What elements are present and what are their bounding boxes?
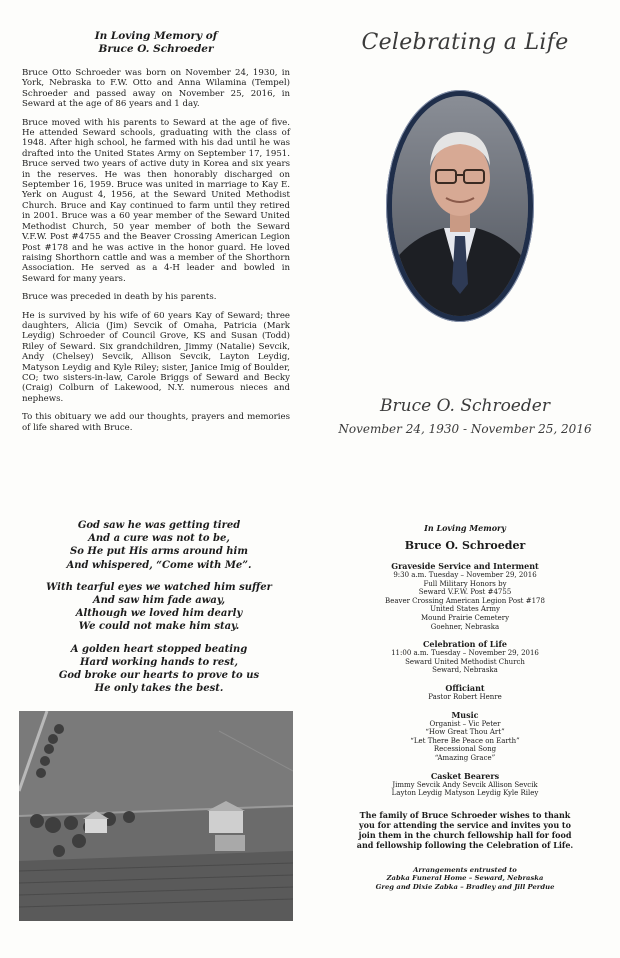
cover-name: Bruce O. Schroeder	[380, 396, 550, 416]
arrangements-line: Zabka Funeral Home – Seward, Nebraska	[386, 874, 544, 883]
poem	[14, 519, 304, 704]
poem-line: And saw him fade away,	[92, 595, 226, 607]
section-title: Graveside Service and Interment	[391, 561, 539, 571]
program-heading: In Loving Memory	[424, 523, 506, 533]
poem-panel	[0, 479, 310, 958]
section-line: Recessional Song	[433, 745, 497, 754]
poem-stanza	[14, 581, 304, 634]
section-line: Layton Leydig Matyson Leydig Kyle Riley	[391, 789, 539, 798]
poem-stanza	[14, 519, 304, 572]
arrangements-line: Arrangements entrusted to	[413, 865, 517, 874]
poem-line: And whispered, “Come with Me”.	[66, 559, 252, 571]
section-title: Casket Bearers	[430, 770, 500, 781]
obituary-panel	[0, 0, 310, 479]
section-line: Seward, Nebraska	[432, 666, 498, 675]
portrait-photo	[392, 96, 528, 316]
poem-line: So He put His arms around him	[70, 546, 248, 558]
program-closing-note: The family of Bruce Schroeder wishes to thank you for attending the service and invites you to join them in the church fellowship hall for food and fellowship following the Celebration of Life.	[356, 809, 574, 850]
obituary-paragraph-birth: Bruce Otto Schroeder was born on November 24, 1930, in York, Nebraska to F.W. Otto and Anna Wilamina (Tempel) Schroeder and passed away on November 25, 2016, in Seward at the age of 86 years and 1 day.	[22, 68, 290, 110]
aerial-farm-illustration	[19, 711, 293, 921]
section-line: Pastor Robert Henre	[428, 692, 502, 701]
program-arrangements	[310, 866, 620, 891]
cover-panel	[310, 0, 620, 479]
cover-title: Celebrating a Life	[361, 30, 569, 55]
poem-line: Hard working hands to rest,	[80, 656, 238, 668]
section-line: Seward United Methodist Church	[405, 657, 525, 666]
obituary-paragraph-closing: To this obituary we add our thoughts, prayers and memories of life shared with Bruce.	[22, 412, 290, 433]
program-section-celebration	[310, 639, 620, 675]
section-line: Seward V.F.W. Post #4755	[418, 588, 512, 597]
section-line: “Let There Be Peace on Earth”	[410, 736, 520, 745]
arrangements-line: Greg and Dixie Zabka – Bradley and Jill Perdue	[375, 882, 555, 891]
obituary-paragraph-preceded: Bruce was preceded in death by his parents.	[22, 292, 217, 303]
poem-line: Although we loved him dearly	[75, 608, 243, 620]
program-name: Bruce O. Schroeder	[404, 539, 526, 552]
cover-dates: November 24, 1930 - November 25, 2016	[338, 422, 592, 436]
section-line: “Amazing Grace”	[434, 753, 496, 762]
section-line: Jimmy Sevcik Andy Sevcik Allison Sevcik	[392, 780, 538, 789]
program-section-graveside	[310, 561, 620, 631]
program	[310, 523, 620, 891]
section-title: Music	[451, 709, 479, 720]
section-title: Celebration of Life	[422, 639, 507, 650]
poem-line: We could not make him stay.	[78, 621, 240, 633]
obituary-heading-line1: In Loving Memory of	[94, 30, 218, 42]
section-title: Officiant	[445, 682, 485, 693]
section-line: United States Army	[430, 605, 500, 614]
obituary-heading-line2: Bruce O. Schroeder	[98, 43, 214, 55]
program-section-music	[310, 710, 620, 763]
section-line: Beaver Crossing American Legion Post #178	[385, 596, 545, 605]
obituary-paragraph-survived: He is survived by his wife of 60 years Kay of Seward; three daughters, Alicia (Jim) Sevcik of Omaha, Patricia (Mark Leydig) Schroeder of Council Grove, KS and Susan (Todd) Riley of Seward. Six grandchildren, Jimmy (Natalie) Sevcik, Andy (Chelsey) Sevcik, Allison Sevcik, Layton Leydig, Matyson Leydig and Kyle Riley; sister, Janice Imig of Boulder, CO; two sisters-in-law, Carole Briggs of Seward and Becky (Craig) Colburn of Lakewood, N.Y. numerous nieces and nephews.	[22, 310, 291, 404]
poem-line: He only takes the best.	[94, 683, 224, 695]
section-line: Organist – Vic Peter	[429, 719, 501, 728]
program-panel	[310, 479, 620, 958]
section-line: Mound Prairie Cemetery	[420, 613, 510, 622]
program-section-casket-bearers	[310, 771, 620, 798]
poem-line: A golden heart stopped beating	[70, 643, 248, 655]
section-line: Full Military Honors by	[423, 579, 507, 588]
program-section-officiant	[310, 683, 620, 702]
poem-line: God saw he was getting tired	[77, 520, 241, 531]
aerial-farm-photo	[19, 711, 293, 921]
poem-stanza	[14, 643, 304, 696]
section-line: 11:00 a.m. Tuesday – November 29, 2016	[391, 649, 539, 658]
poem-line: God broke our hearts to prove to us	[58, 670, 260, 682]
section-line: “How Great Thou Art”	[425, 728, 505, 737]
portrait-illustration	[392, 96, 528, 316]
obituary-paragraph-life: Bruce moved with his parents to Seward at the age of five. He attended Seward schools, graduating with the class of 1948. After high school, he farmed with his dad until he was drafted into the United States Army on September 17, 1951. Bruce served two years of active duty in Korea and six years in the reserves. He was then honorably discharged on September 16, 1959. Bruce was united in marriage to Kay E. Yerk on August 4, 1956, at the Seward United Methodist Church. Bruce and Kay continued to farm until they retired in 2001. Bruce was a 60 year member of the Seward United Methodist Church, 50 year member of both the Seward V.F.W. Post #4755 and the Beaver Crossing American Legion Post #178 and he was active in the honor guard. He loved raising Shorthorn cattle and was a member of the Shorthorn Association. He served as a 4-H leader and bowled in Seward for many years.	[22, 117, 290, 284]
poem-line: With tearful eyes we watched him suffer	[46, 581, 272, 593]
section-line: Goehner, Nebraska	[430, 622, 500, 631]
obituary-heading	[22, 30, 290, 56]
poem-line: And a cure was not to be,	[88, 533, 230, 545]
section-line: 9:30 a.m. Tuesday – November 29, 2016	[393, 571, 537, 579]
